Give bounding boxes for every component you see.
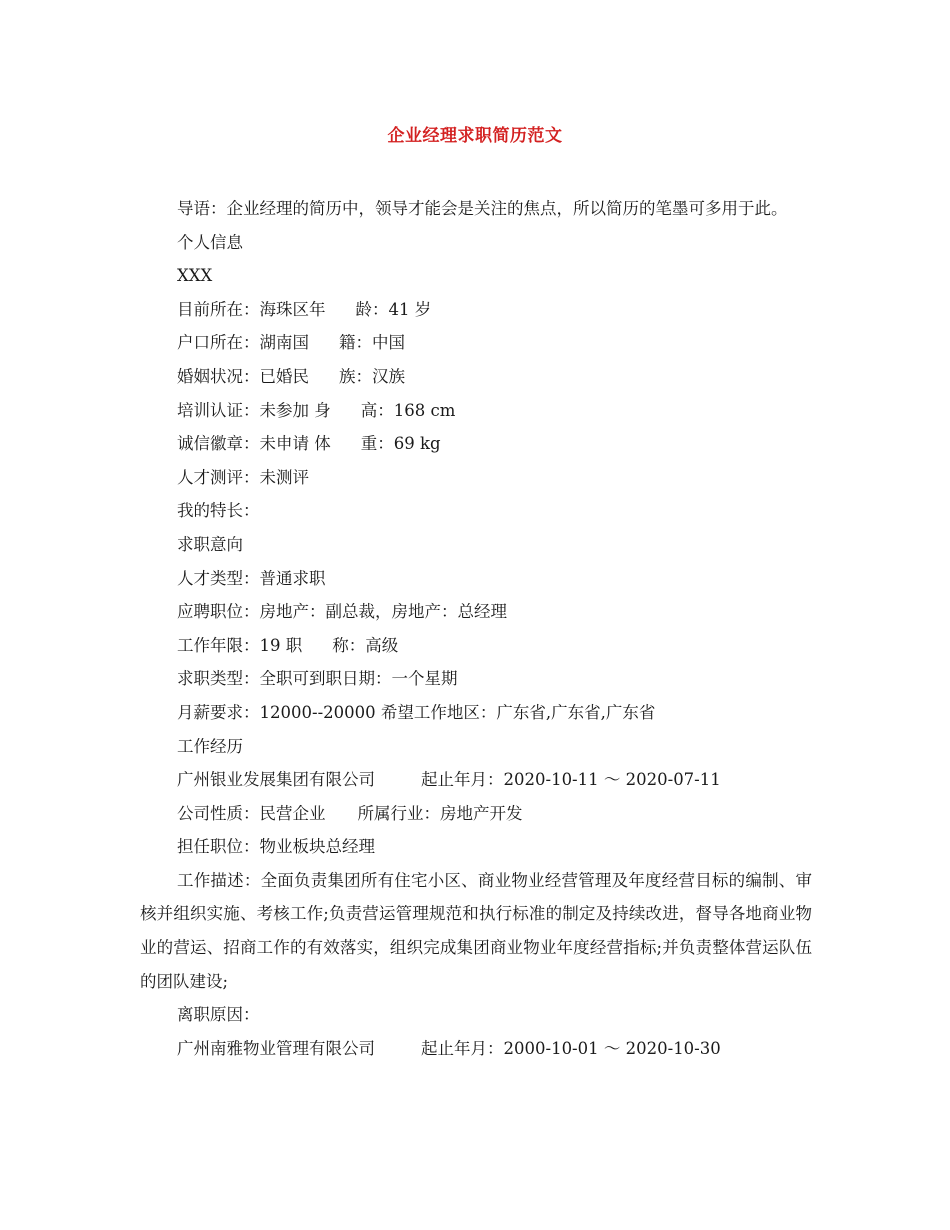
- info-line-hukou: [140, 326, 812, 360]
- job1-industry: 所属行业：房地产开发: [357, 803, 523, 823]
- intent-years-b: 称：高级: [332, 635, 399, 655]
- info-marriage-a: 婚姻状况：已婚民: [177, 366, 309, 386]
- info-line-specialty: 我的特长：: [177, 501, 260, 521]
- info-marriage-b: 族：汉族: [339, 366, 405, 386]
- info-location-a: 目前所在：海珠区年: [177, 299, 326, 319]
- job1-description: 工作描述：全面负责集团所有住宅小区、商业物业经营管理及年度经营目标的编制、审核并组织实施、考核工作;负责营运管理规范和执行标准的制定及持续改进，督导各地商业物业的营运、招商工作的有效落实，组织完成集团商业物业年度经营指标;并负责整体营运队伍的团队建设;: [140, 870, 812, 991]
- info-training-a: 培训认证：未参加 身: [177, 400, 331, 420]
- section-heading-personal: 个人信息: [177, 232, 243, 252]
- job2-header: [140, 1032, 812, 1066]
- section-heading-experience: 工作经历: [177, 736, 243, 756]
- intent-years-line: [140, 629, 812, 663]
- resume-body: [140, 192, 812, 1065]
- intent-position: 应聘职位：房地产：副总裁，房地产：总经理: [177, 602, 507, 622]
- document-title: 企业经理求职简历范文: [387, 126, 563, 146]
- intent-talent-type: 人才类型：普通求职: [177, 568, 326, 588]
- info-line-assessment: 人才测评：未测评: [177, 467, 309, 487]
- info-credit-b: 重：69 kg: [360, 434, 441, 454]
- job2-company: 广州南雅物业管理有限公司: [177, 1038, 375, 1058]
- info-line-marriage: [140, 360, 812, 394]
- job1-company: 广州银业发展集团有限公司: [177, 770, 375, 790]
- job1-header: [140, 763, 812, 797]
- job1-meta: [140, 797, 812, 831]
- info-line-location: [140, 293, 812, 327]
- info-hukou-b: 籍：中国: [339, 333, 405, 353]
- info-credit-a: 诚信徽章：未申请 体: [177, 434, 331, 454]
- job1-period: 起止年月：2020-10-11 ～ 2020-07-11: [421, 770, 721, 790]
- intent-salary: 月薪要求：12000--20000 希望工作地区：广东省,广东省,广东省: [177, 702, 656, 722]
- intent-years-a: 工作年限：19 职: [177, 635, 303, 655]
- info-hukou-a: 户口所在：湖南国: [177, 333, 309, 353]
- info-line-training: [140, 394, 812, 428]
- section-heading-intent: 求职意向: [177, 534, 243, 554]
- job1-role: 担任职位：物业板块总经理: [177, 837, 375, 857]
- info-training-b: 高：168 cm: [360, 400, 456, 420]
- job1-nature: 公司性质：民营企业: [177, 803, 326, 823]
- job1-reason: 离职原因：: [177, 1005, 260, 1025]
- candidate-name: XXX: [177, 266, 213, 286]
- job2-period: 起止年月：2000-10-01 ～ 2020-10-30: [421, 1038, 721, 1058]
- info-location-b: 龄：41 岁: [355, 299, 432, 319]
- info-line-credit: [140, 427, 812, 461]
- intent-job-type: 求职类型：全职可到职日期：一个星期: [177, 669, 458, 689]
- intro-paragraph: 导语：企业经理的简历中，领导才能会是关注的焦点，所以简历的笔墨可多用于此。: [177, 199, 788, 218]
